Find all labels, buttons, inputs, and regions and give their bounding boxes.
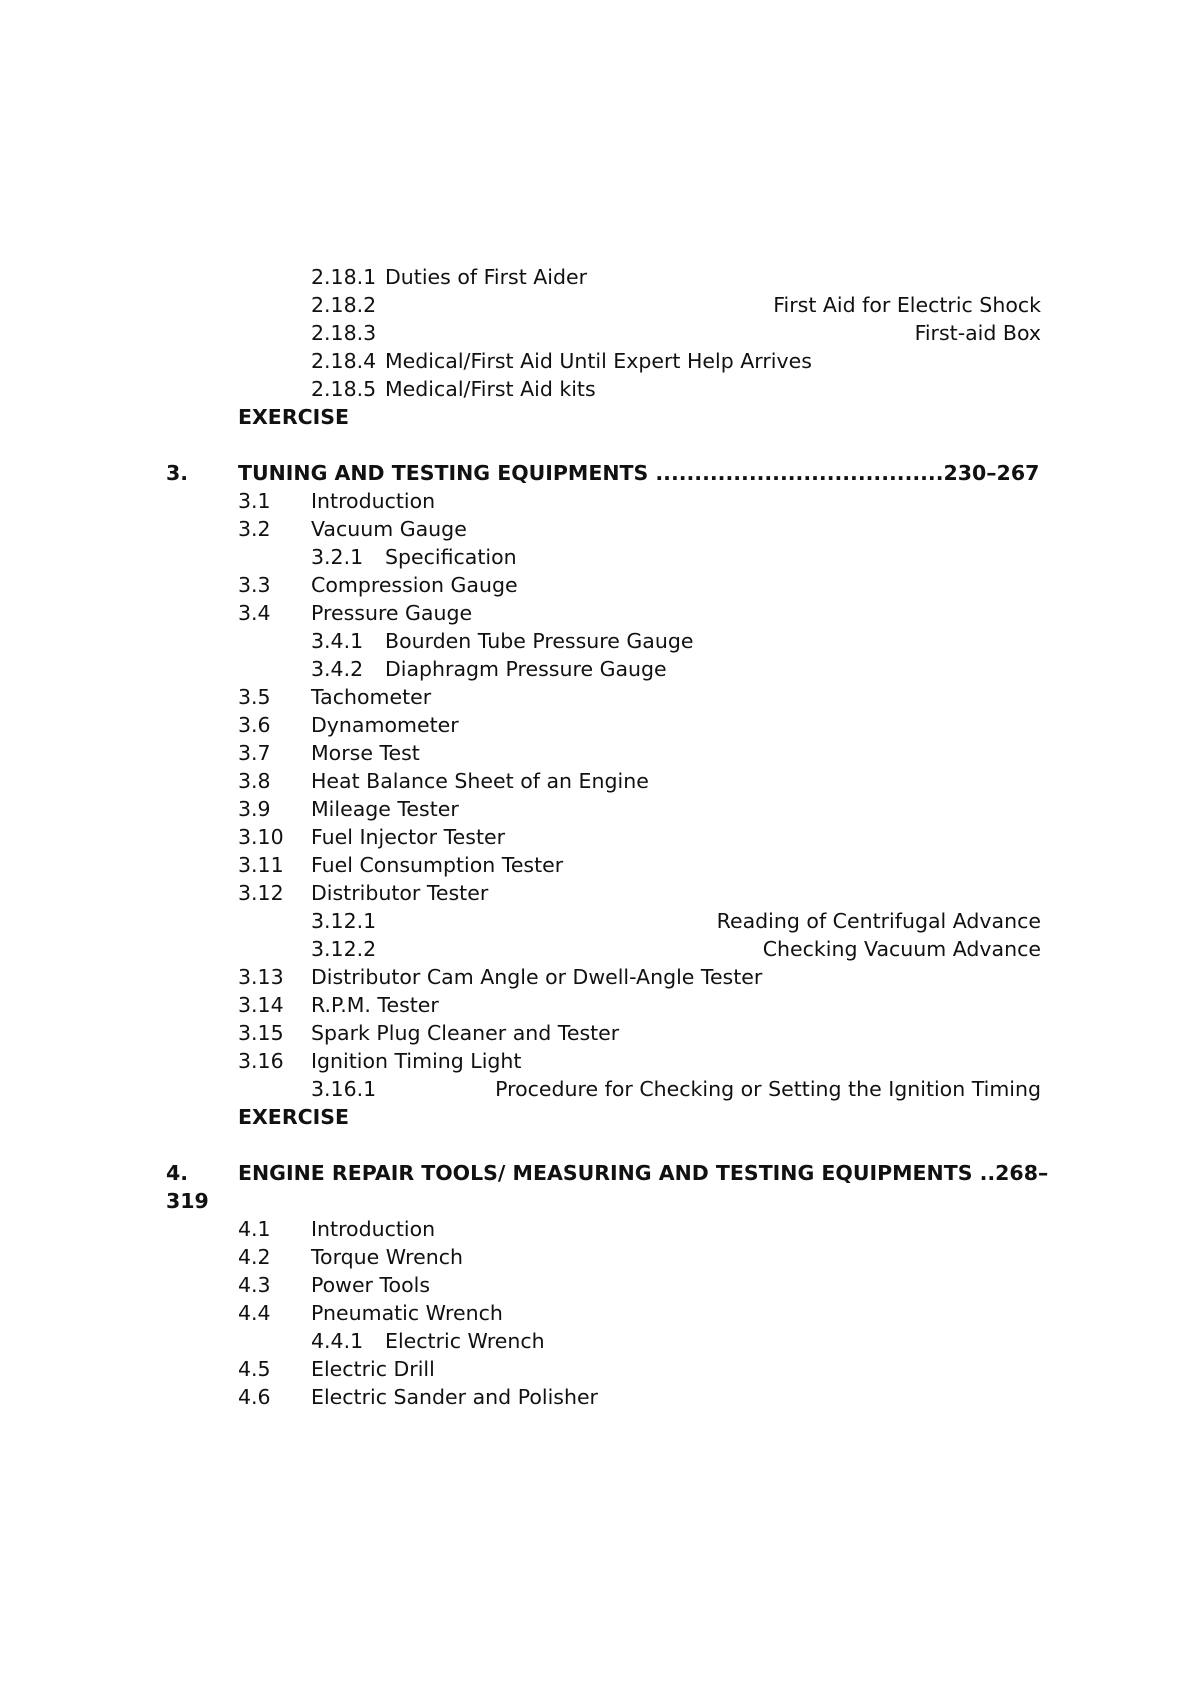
entry-number: 2.18.4 — [311, 349, 377, 373]
entry-title: Medical/First Aid kits — [385, 377, 596, 401]
entry-number: 4.6 — [238, 1385, 271, 1409]
entry-number: 4.2 — [238, 1245, 271, 1269]
entry-title: Electric Sander and Polisher — [311, 1385, 598, 1409]
entry-number: 3.13 — [238, 965, 284, 989]
entry-number: 3.11 — [238, 853, 284, 877]
entry-number: 3.7 — [238, 741, 271, 765]
entry-number: 4.5 — [238, 1357, 271, 1381]
entry-number: 3.6 — [238, 713, 271, 737]
entry-title: Fuel Injector Tester — [311, 825, 506, 849]
exercise-heading: EXERCISE — [238, 405, 350, 429]
entry-title: Vacuum Gauge — [311, 517, 467, 541]
entry-title: Pneumatic Wrench — [311, 1301, 503, 1325]
entry-title: Medical/First Aid Until Expert Help Arrives — [385, 349, 812, 373]
entry-title: Spark Plug Cleaner and Tester — [311, 1021, 620, 1045]
entry-number: 3.4 — [238, 601, 271, 625]
exercise-heading: EXERCISE — [238, 1105, 350, 1129]
chapter-title: TUNING AND TESTING EQUIPMENTS .....................................230–267 — [238, 461, 1040, 485]
entry-number: 4.4.1 — [311, 1329, 364, 1353]
chapter-number: 3. — [166, 461, 189, 485]
entry-title: Ignition Timing Light — [311, 1049, 522, 1073]
entry-title: Distributor Cam Angle or Dwell-Angle Tester — [311, 965, 763, 989]
entry-title: Tachometer — [311, 685, 432, 709]
entry-title: Specification — [385, 545, 517, 569]
entry-title: Mileage Tester — [311, 797, 459, 821]
entry-number: 3.3 — [238, 573, 271, 597]
entry-number: 3.8 — [238, 769, 271, 793]
entry-number: 3.12.2 — [311, 937, 377, 961]
entry-title: Torque Wrench — [311, 1245, 463, 1269]
entry-number: 3.12.1 — [311, 909, 377, 933]
entry-number: 2.18.3 — [311, 321, 377, 345]
chapter-number: 4. — [166, 1161, 189, 1185]
entry-number: 3.2 — [238, 517, 271, 541]
entry-title: Dynamometer — [311, 713, 459, 737]
chapter-heading-4 — [166, 1159, 1049, 1187]
entry-number: 3.16 — [238, 1049, 284, 1073]
entry-number: 4.4 — [238, 1301, 271, 1325]
entry-number: 4.1 — [238, 1217, 271, 1241]
entry-number: 3.5 — [238, 685, 271, 709]
entry-number: 3.15 — [238, 1021, 284, 1045]
entry-title: Electric Drill — [311, 1357, 435, 1381]
chapter-heading-3 — [166, 459, 1041, 487]
entry-number: 2.18.2 — [311, 293, 377, 317]
entry-number: 3.1 — [238, 489, 271, 513]
entry-number: 2.18.5 — [311, 377, 377, 401]
entry-number: 3.12 — [238, 881, 284, 905]
toc-entry-2-18-1 — [311, 263, 1041, 291]
entry-number: 3.10 — [238, 825, 284, 849]
entry-title: First-aid Box — [914, 321, 1041, 345]
entry-title: Power Tools — [311, 1273, 430, 1297]
chapter-title: ENGINE REPAIR TOOLS/ MEASURING AND TESTING EQUIPMENTS ..268– — [238, 1161, 1049, 1185]
toc-entry-2-18-4 — [311, 347, 1041, 375]
entry-title: First Aid for Electric Shock — [773, 293, 1041, 317]
entry-number: 3.16.1 — [311, 1077, 377, 1101]
entry-title: Distributor Tester — [311, 881, 489, 905]
toc-entry-2-18-3 — [311, 319, 1041, 347]
entry-title: Pressure Gauge — [311, 601, 473, 625]
entry-title: Diaphragm Pressure Gauge — [385, 657, 667, 681]
entry-title: Bourden Tube Pressure Gauge — [385, 629, 694, 653]
entry-title: R.P.M. Tester — [311, 993, 439, 1017]
entry-title: Electric Wrench — [385, 1329, 545, 1353]
toc-entry-3-16-1 — [311, 1075, 1041, 1103]
entry-number: 3.4.1 — [311, 629, 364, 653]
toc-entry-2-18-2 — [311, 291, 1041, 319]
entry-title: Introduction — [311, 1217, 436, 1241]
entry-number: 3.2.1 — [311, 545, 364, 569]
entry-number: 3.9 — [238, 797, 271, 821]
entry-title: Reading of Centrifugal Advance — [716, 909, 1041, 933]
entry-number: 3.14 — [238, 993, 284, 1017]
entry-title: Morse Test — [311, 741, 420, 765]
entry-title: Introduction — [311, 489, 436, 513]
entry-title: Fuel Consumption Tester — [311, 853, 564, 877]
toc-entry-3-12-2 — [311, 935, 1041, 963]
entry-number: 2.18.1 — [311, 265, 377, 289]
entry-title: Heat Balance Sheet of an Engine — [311, 769, 649, 793]
toc-entry-3-12-1 — [311, 907, 1041, 935]
entry-number: 4.3 — [238, 1273, 271, 1297]
chapter-title-continuation: 319 — [166, 1189, 209, 1213]
entry-title: Procedure for Checking or Setting the Ignition Timing — [495, 1077, 1041, 1101]
toc-entry-2-18-5 — [311, 375, 1041, 403]
entry-number: 3.4.2 — [311, 657, 364, 681]
entry-title: Compression Gauge — [311, 573, 518, 597]
entry-title: Duties of First Aider — [385, 265, 588, 289]
entry-title: Checking Vacuum Advance — [762, 937, 1041, 961]
